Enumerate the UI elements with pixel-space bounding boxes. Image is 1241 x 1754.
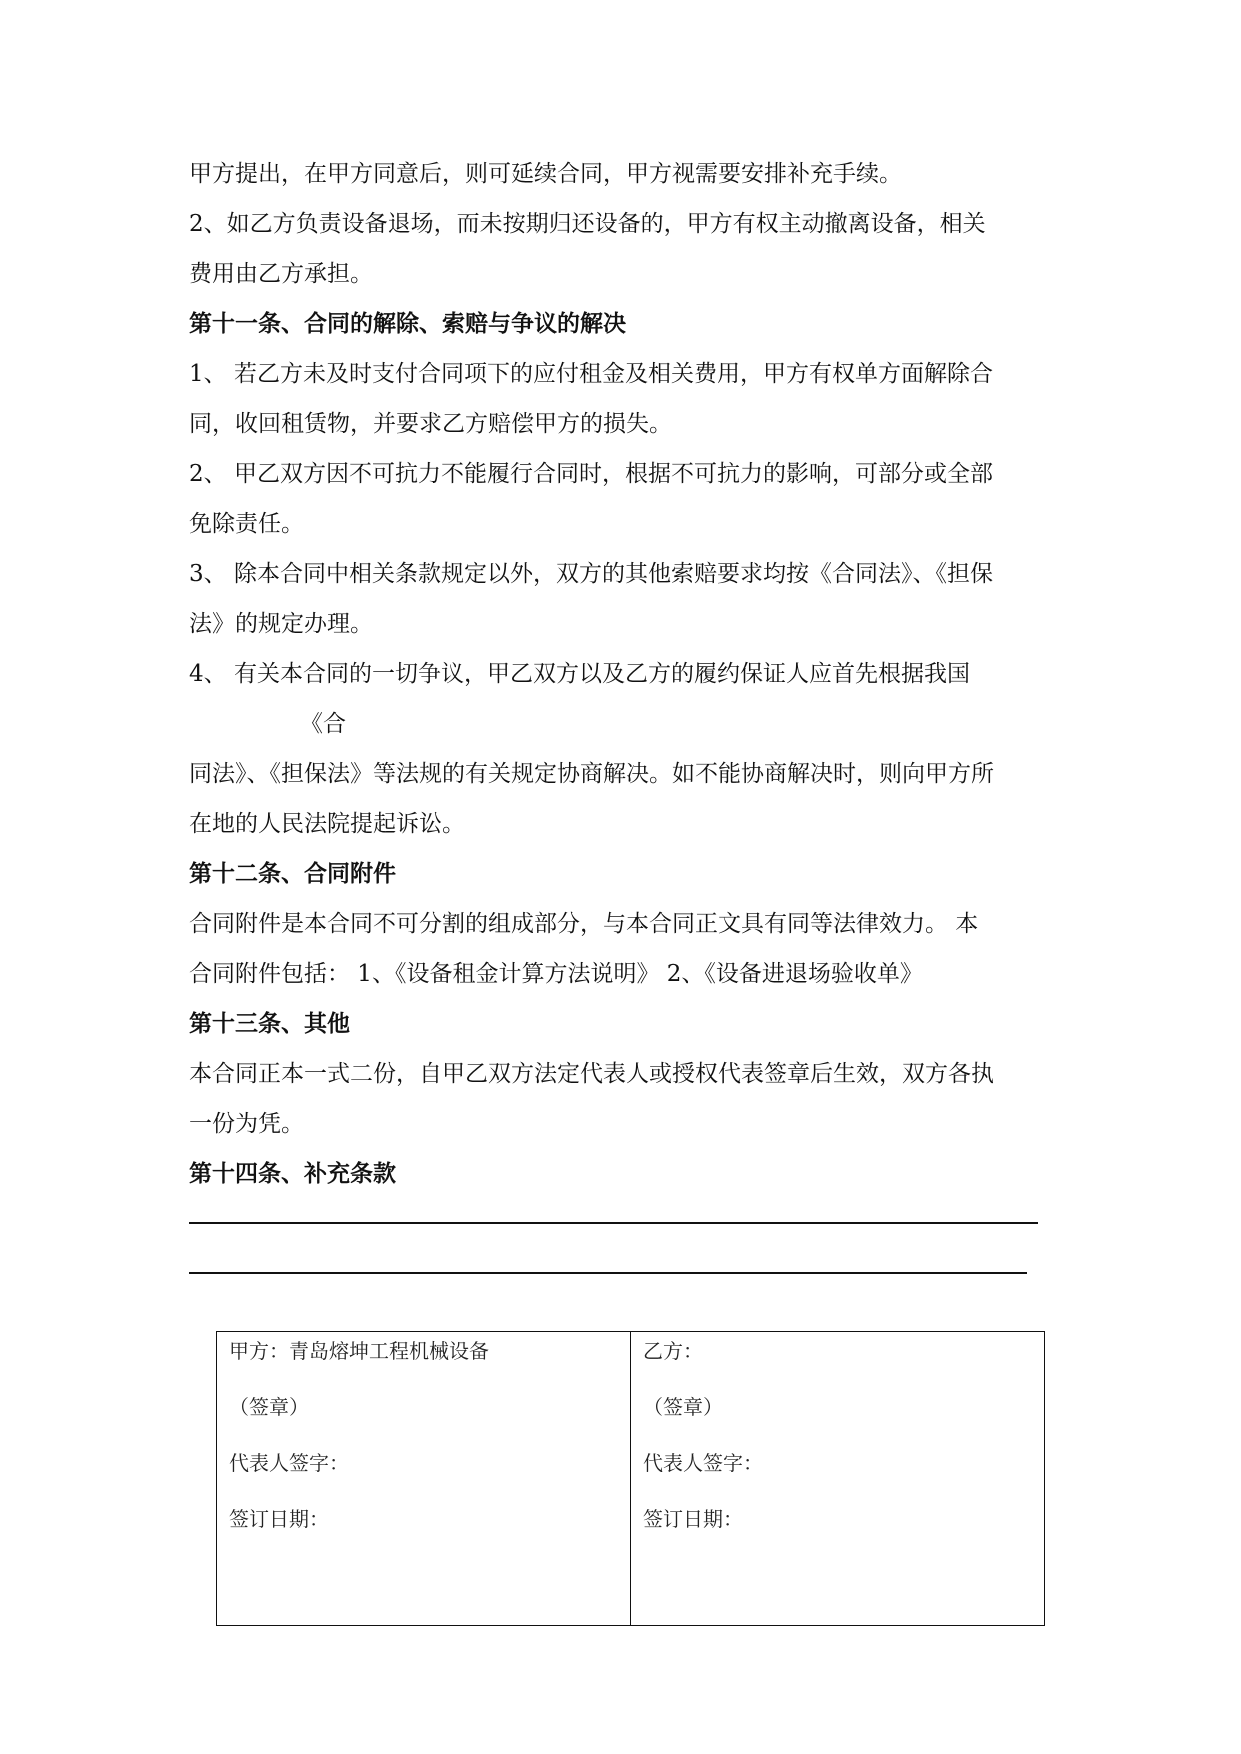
paragraph-line: 在地的人民法院提起诉讼。 bbox=[189, 811, 465, 837]
party-a-column bbox=[217, 1332, 631, 1625]
section-heading-11: 第十一条、合同的解除、索赔与争议的解决 bbox=[189, 311, 626, 337]
party-b-date: 签订日期： bbox=[643, 1507, 743, 1531]
paragraph-line: 3、 除本合同中相关条款规定以外，双方的其他索赔要求均按《合同法》、《担保 bbox=[189, 561, 993, 587]
paragraph-line: 法》的规定办理。 bbox=[189, 611, 373, 637]
section-heading-14: 第十四条、补充条款 bbox=[189, 1161, 396, 1187]
party-b-seal: （签章） bbox=[643, 1395, 723, 1419]
party-a-date: 签订日期： bbox=[229, 1507, 329, 1531]
paragraph-line: 2、如乙方负责设备退场，而未按期归还设备的，甲方有权主动撤离设备，相关 bbox=[189, 211, 986, 237]
party-a-seal: （签章） bbox=[229, 1395, 309, 1419]
section-heading-12: 第十二条、合同附件 bbox=[189, 861, 396, 887]
paragraph-line: 《合 bbox=[300, 711, 346, 737]
paragraph-line: 甲方提出，在甲方同意后，则可延续合同，甲方视需要安排补充手续。 bbox=[189, 161, 902, 187]
paragraph-line: 合同附件包括： 1、《设备租金计算方法说明》 2、《设备进退场验收单》 bbox=[189, 961, 923, 987]
party-b-column bbox=[631, 1332, 1044, 1625]
paragraph-line: 同，收回租赁物，并要求乙方赔偿甲方的损失。 bbox=[189, 411, 672, 437]
party-a-name: 甲方：青岛熔坤工程机械设备 bbox=[229, 1339, 489, 1363]
party-b-name: 乙方： bbox=[643, 1339, 703, 1363]
section-heading-13: 第十三条、其他 bbox=[189, 1011, 350, 1037]
fill-in-line bbox=[189, 1222, 1038, 1224]
paragraph-line: 2、 甲乙双方因不可抗力不能履行合同时，根据不可抗力的影响，可部分或全部 bbox=[189, 461, 993, 487]
paragraph-line: 本合同正本一式二份，自甲乙双方法定代表人或授权代表签章后生效，双方各执 bbox=[189, 1061, 994, 1087]
paragraph-line: 一份为凭。 bbox=[189, 1111, 304, 1137]
paragraph-line: 4、 有关本合同的一切争议，甲乙双方以及乙方的履约保证人应首先根据我国 bbox=[189, 661, 970, 687]
party-a-representative: 代表人签字： bbox=[229, 1451, 349, 1475]
signature-table bbox=[216, 1331, 1045, 1626]
fill-in-line bbox=[189, 1272, 1027, 1274]
paragraph-line: 同法》、《担保法》等法规的有关规定协商解决。如不能协商解决时，则向甲方所 bbox=[189, 761, 994, 787]
paragraph-line: 费用由乙方承担。 bbox=[189, 261, 373, 287]
paragraph-line: 合同附件是本合同不可分割的组成部分，与本合同正文具有同等法律效力。 本 bbox=[189, 911, 979, 937]
paragraph-line: 免除责任。 bbox=[189, 511, 304, 537]
paragraph-line: 1、 若乙方未及时支付合同项下的应付租金及相关费用，甲方有权单方面解除合 bbox=[189, 361, 993, 387]
party-b-representative: 代表人签字： bbox=[643, 1451, 763, 1475]
